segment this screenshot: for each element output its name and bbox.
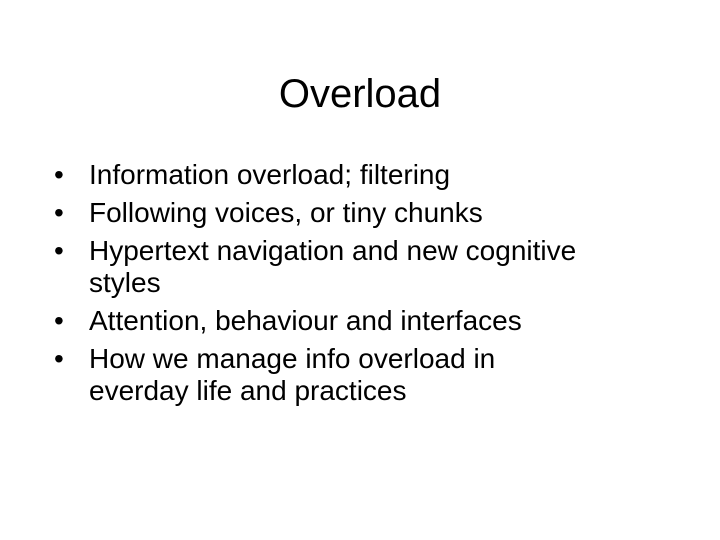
list-item <box>50 305 670 337</box>
list-item <box>50 197 670 229</box>
list-item <box>50 343 570 407</box>
bullet-icon: • <box>54 197 64 228</box>
list-item-text: How we manage info overload in everday life and practices <box>89 343 496 406</box>
list-item-text: Information overload; filtering <box>89 159 451 190</box>
list-item-text: Hypertext navigation and new cognitive styles <box>89 235 577 298</box>
bullet-icon: • <box>54 343 64 374</box>
slide-title: Overload <box>278 72 442 116</box>
bullet-icon: • <box>54 235 64 266</box>
list-item <box>50 159 670 191</box>
bullet-list <box>50 159 670 413</box>
list-item <box>50 235 600 299</box>
bullet-icon: • <box>54 305 64 336</box>
list-item-text: Attention, behaviour and interfaces <box>89 305 522 336</box>
bullet-icon: • <box>54 159 64 190</box>
list-item-text: Following voices, or tiny chunks <box>89 197 483 228</box>
